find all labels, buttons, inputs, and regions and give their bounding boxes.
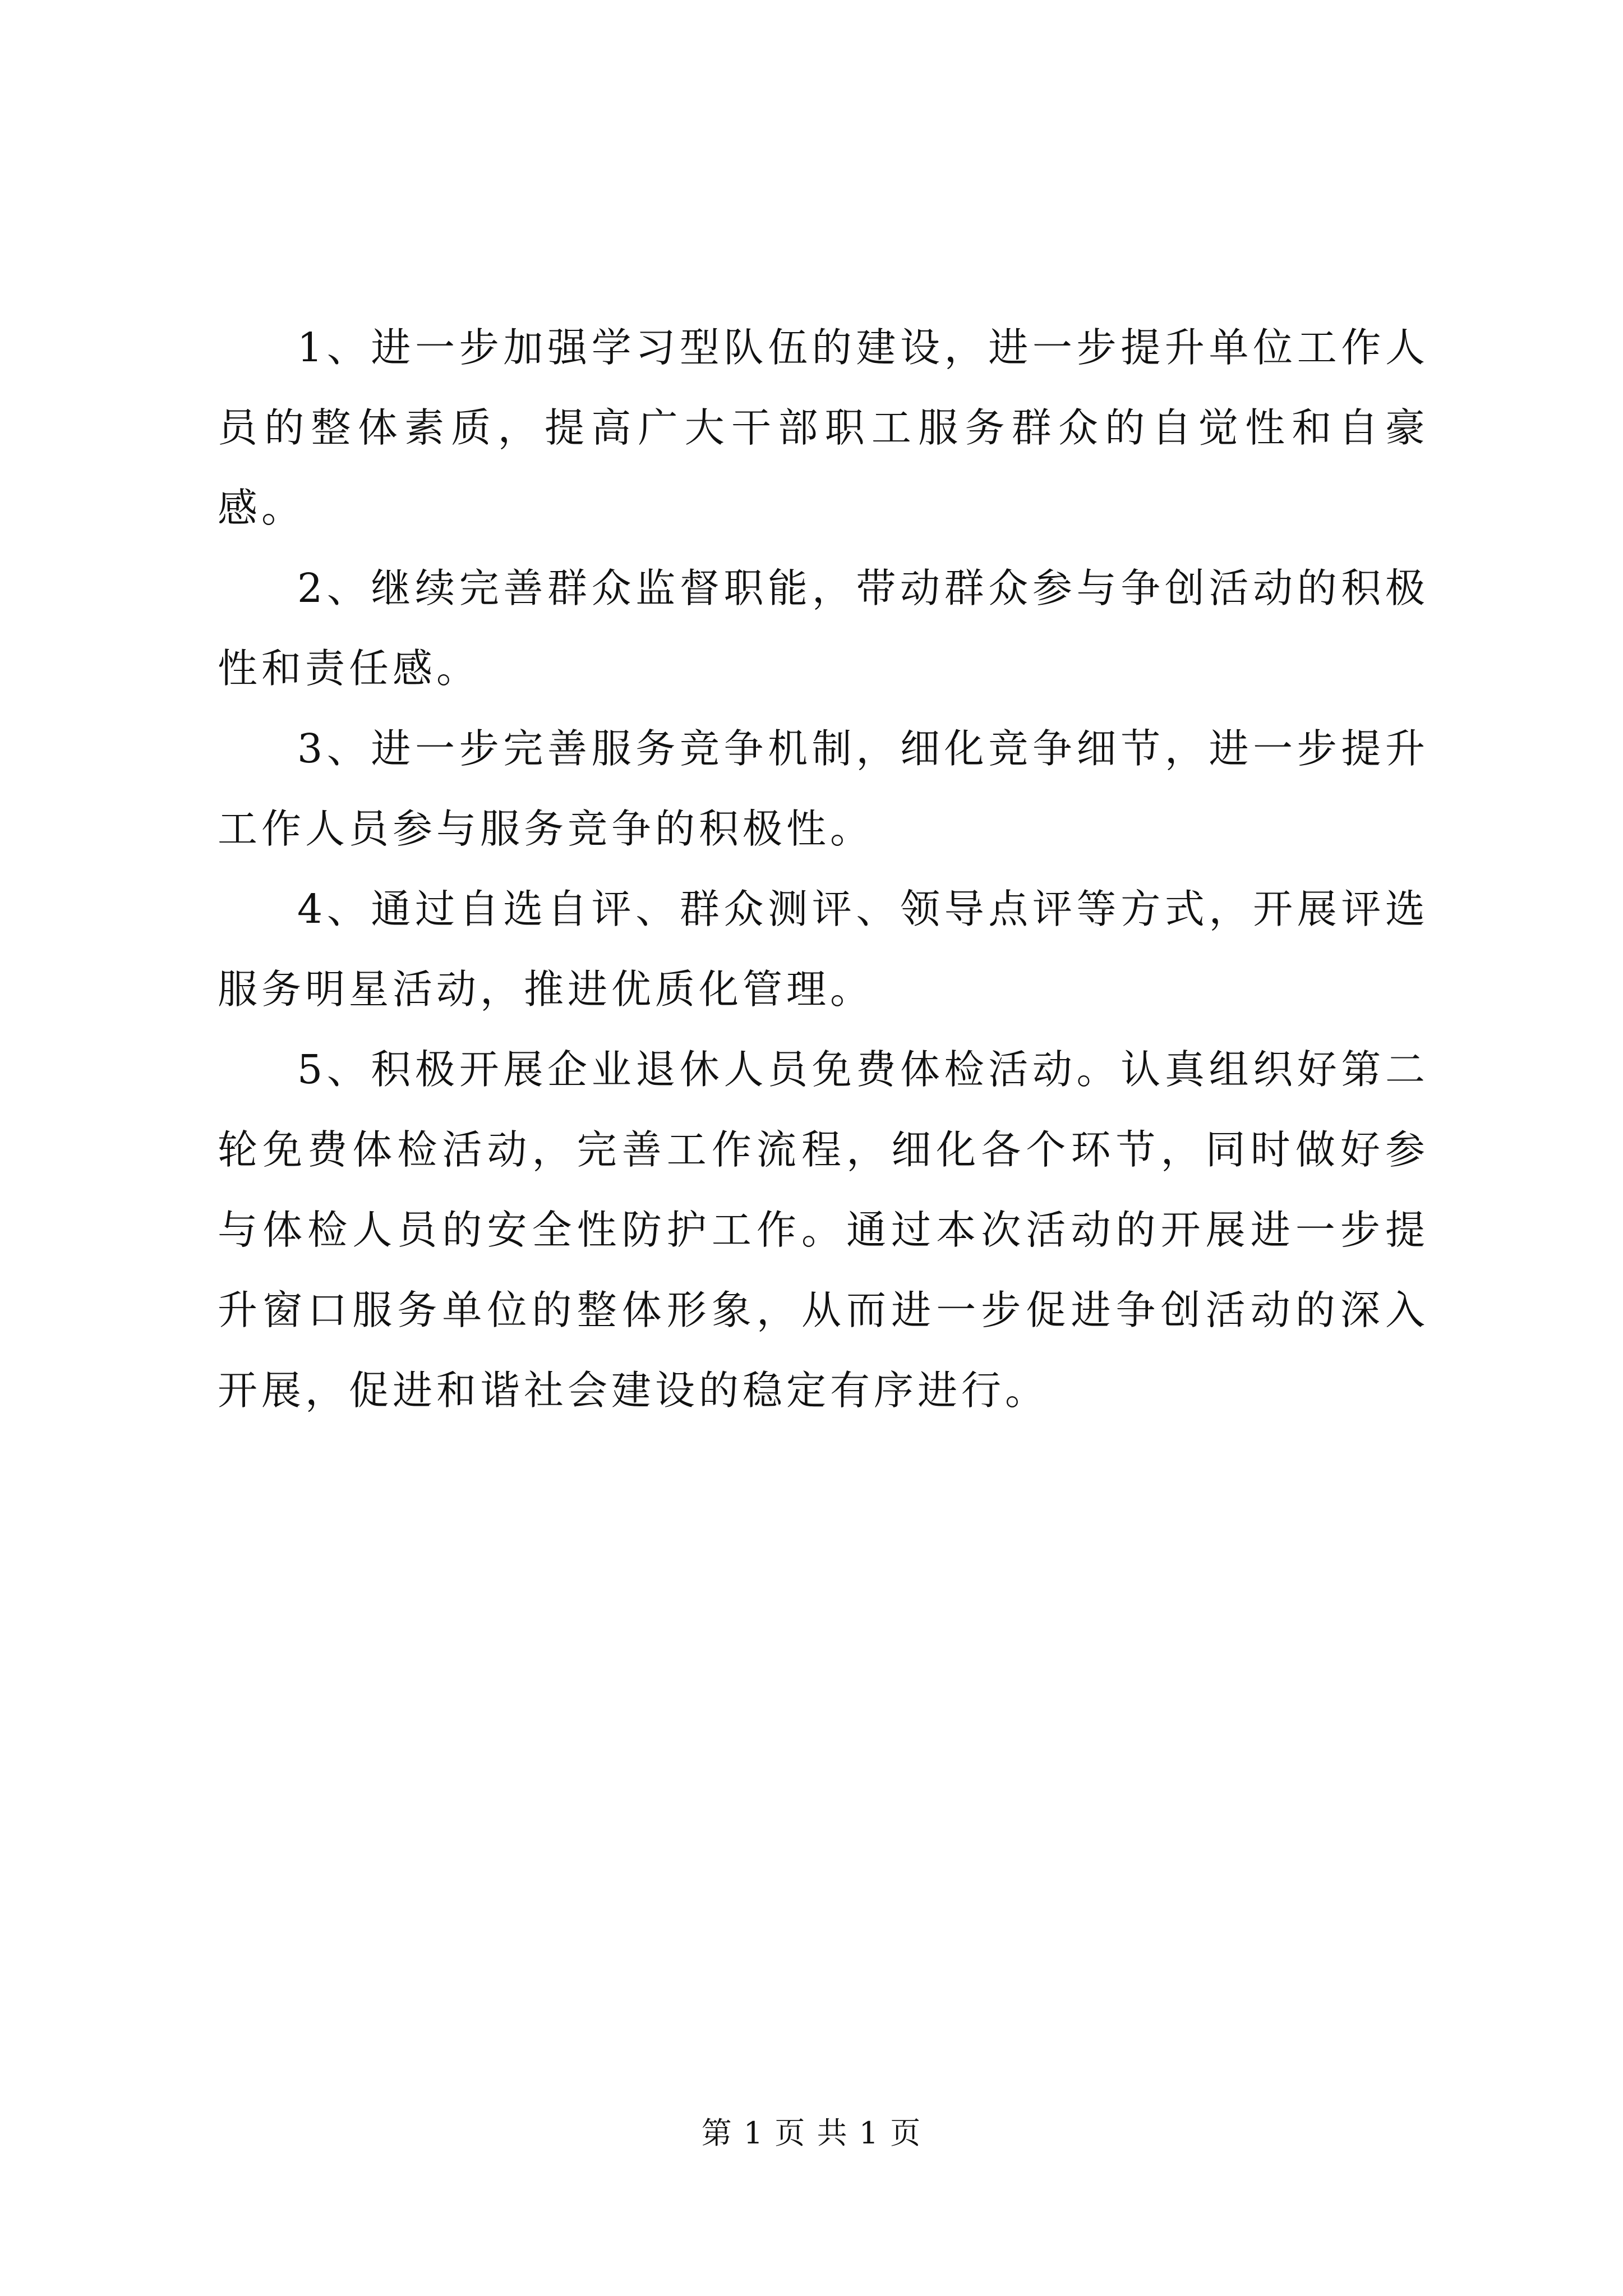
document-body — [218, 307, 1429, 1430]
paragraph-1: 1、进一步加强学习型队伍的建设，进一步提升单位工作人员的整体素质，提高广大干部职工服务群众的自觉性和自豪感。 — [218, 324, 1429, 531]
paragraph-3: 3、进一步完善服务竞争机制，细化竞争细节，进一步提升工作人员参与服务竞争的积极性。 — [218, 725, 1429, 852]
page-footer: 第 1 页 共 1 页 — [701, 2115, 922, 2151]
paragraph-5: 5、积极开展企业退休人员免费体检活动。认真组织好第二轮免费体检活动，完善工作流程，细化各个环节，同时做好参与体检人员的安全性防护工作。通过本次活动的开展进一步提升窗口服务单位的整体形象，从而进一步促进争创活动的深入开展，促进和谐社会建设的稳定有序进行。 — [218, 1046, 1429, 1414]
paragraph-2: 2、继续完善群众监督职能，带动群众参与争创活动的积极性和责任感。 — [218, 565, 1429, 692]
paragraph-4: 4、通过自选自评、群众测评、领导点评等方式，开展评选服务明星活动，推进优质化管理。 — [218, 886, 1429, 1013]
